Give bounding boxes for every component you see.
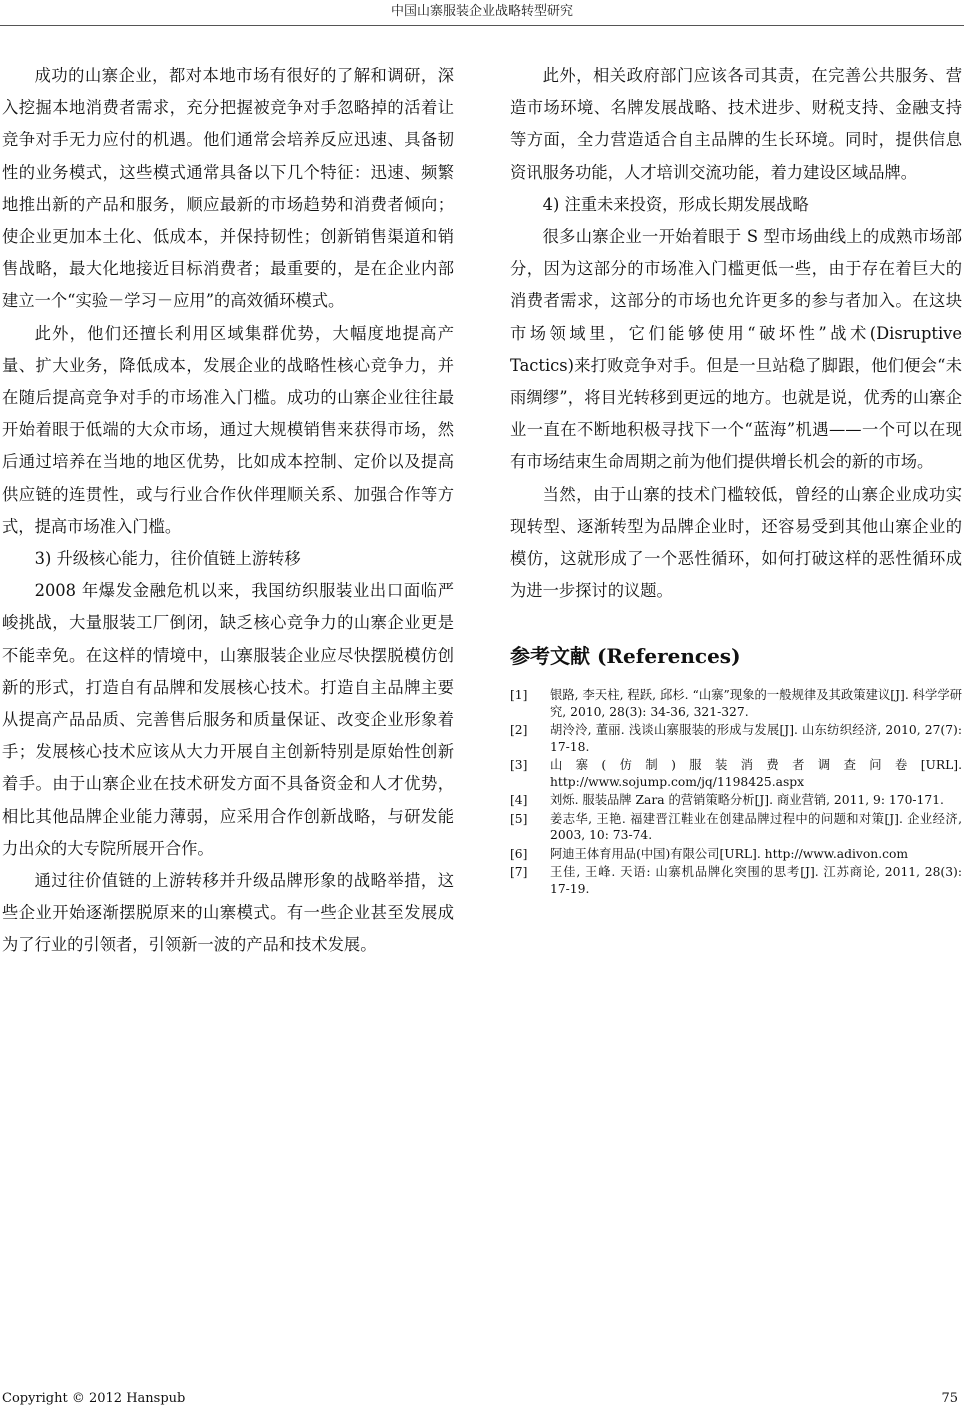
reference-item xyxy=(510,757,962,790)
section-heading: 4) 注重未来投资，形成长期发展战略 xyxy=(542,194,809,214)
references-list xyxy=(510,687,962,897)
reference-number: [4] xyxy=(510,793,528,808)
references-heading: 参考文献 (References) xyxy=(510,644,741,669)
body-paragraph: 此外，相关政府部门应该各司其责，在完善公共服务、营造市场环境、名牌发展战略、技术进步、财税支持、金融支持等方面，全力营造适合自主品牌的生长环境。同时，提供信息资讯服务功能，人才培训交流功能，着力建设区域品牌。 xyxy=(510,66,962,182)
reference-number: [2] xyxy=(510,723,528,738)
reference-text: 王佳, 王峰. 天语: 山寨机品牌化突围的思考[J]. 江苏商论, 2011, 28(3): 17-19. xyxy=(550,865,962,896)
reference-number: [5] xyxy=(510,811,528,826)
reference-text: 姜志华, 王艳. 福建晋江鞋业在创建品牌过程中的问题和对策[J]. 企业经济, 2003, 10: 73-74. xyxy=(550,811,962,843)
reference-number: [3] xyxy=(510,758,528,773)
footer-copyright: Copyright © 2012 Hanspub xyxy=(2,1391,186,1406)
page-number: 75 xyxy=(941,1391,958,1406)
body-paragraph: 此外，他们还擅长利用区域集群优势，大幅度地提高产量、扩大业务，降低成本，发展企业的战略性核心竞争力，并在随后提高竞争对手的市场准入门槛。成功的山寨企业往往最开始着眼于低端的大众市场，通过大规模销售来获得市场，然后通过培养在当地的地区优势，比如成本控制、定价以及提高供应链的连贯性，或与行业合作伙伴理顺关系、加强合作等方式，提高市场准入门槛。 xyxy=(2,323,454,536)
reference-text: 阿迪王体育用品(中国)有限公司[URL]. http://www.adivon.com xyxy=(550,846,909,861)
right-column xyxy=(510,60,962,899)
reference-number: [6] xyxy=(510,846,528,861)
body-paragraph: 2008 年爆发金融危机以来，我国纺织服装业出口面临严峻挑战，大量服装工厂倒闭，缺乏核心竞争力的山寨企业更是不能幸免。在这样的情境中，山寨服装企业应尽快摆脱模仿创新的形式，打造自有品牌和发展核心技术。打造自主品牌主要从提高产品品质、完善售后服务和质量保证、改变企业形象着手；发展核心技术应该从大力开展自主创新特别是原始性创新着手。由于山寨企业在技术研发方面不具备资金和人才优势，相比其他品牌企业能力薄弱，应采用合作创新战略，与研发能力出众的大专院所展开合作。 xyxy=(2,581,454,858)
body-paragraph: 很多山寨企业一开始着眼于 S 型市场曲线上的成熟市场部分，因为这部分的市场准入门槛更低一些，由于存在着巨大的消费者需求，这部分的市场也允许更多的参与者加入。在这块市场领域里，它们能够使用“破坏性”战术(Disruptive Tactics)来打败竞争对手。但是一旦站稳了脚跟，他们便会“未雨绸缪”，将目光转移到更远的地方。也就是说，优秀的山寨企业一直在不断地积极寻找下一个“蓝海”机遇——一个可以在现有市场结束生命周期之前为他们提供增长机会的新的市场。 xyxy=(510,227,962,472)
section-heading: 3) 升级核心能力，往价值链上游转移 xyxy=(34,549,301,569)
reference-item xyxy=(510,687,962,720)
reference-text: 山寨(仿制)服装消费者调查问卷[URL]. http://www.sojump.com/jq/1198425.aspx xyxy=(550,758,962,789)
reference-text: 胡泠泠, 董丽. 浅谈山寨服装的形成与发展[J]. 山东纺织经济, 2010, 27(7): 17-18. xyxy=(550,723,962,754)
reference-number: [1] xyxy=(510,688,528,703)
reference-item xyxy=(510,846,962,863)
reference-item xyxy=(510,792,962,809)
header-rule xyxy=(0,25,964,26)
body-paragraph: 通过往价值链的上游转移并升级品牌形象的战略举措，这些企业开始逐渐摆脱原来的山寨模式。有一些企业甚至发展成为了行业的引领者，引领新一波的产品和技术发展。 xyxy=(2,871,454,955)
reference-item xyxy=(510,864,962,897)
reference-text: 银路, 李天柱, 程跃, 邱杉. “山寨”现象的一般规律及其政策建议[J]. 科学学研究, 2010, 28(3): 34-36, 321-327. xyxy=(550,688,962,719)
reference-number: [7] xyxy=(510,865,528,880)
running-header: 中国山寨服装企业战略转型研究 xyxy=(390,4,573,19)
body-paragraph: 当然，由于山寨的技术门槛较低，曾经的山寨企业成功实现转型、逐渐转型为品牌企业时，还容易受到其他山寨企业的模仿，这就形成了一个恶性循环，如何打破这样的恶性循环成为进一步探讨的议题。 xyxy=(510,484,962,601)
body-paragraph: 成功的山寨企业，都对本地市场有很好的了解和调研，深入挖掘本地消费者需求，充分把握被竞争对手忽略掉的活着让竞争对手无力应付的机遇。他们通常会培养反应迅速、具备韧性的业务模式，这些模式通常具备以下几个特征：迅速、频繁地推出新的产品和服务，顺应最新的市场趋势和消费者倾向；使企业更加本土化、低成本，并保持韧性；创新销售渠道和销售战略，最大化地接近目标消费者；最重要的，是在企业内部建立一个“实验－学习－应用”的高效循环模式。 xyxy=(2,66,454,311)
reference-item xyxy=(510,722,962,755)
left-column xyxy=(2,60,454,962)
reference-text: 刘烁. 服装品牌 Zara 的营销策略分析[J]. 商业营销, 2011, 9: 170-171. xyxy=(550,793,944,808)
reference-item xyxy=(510,811,962,844)
